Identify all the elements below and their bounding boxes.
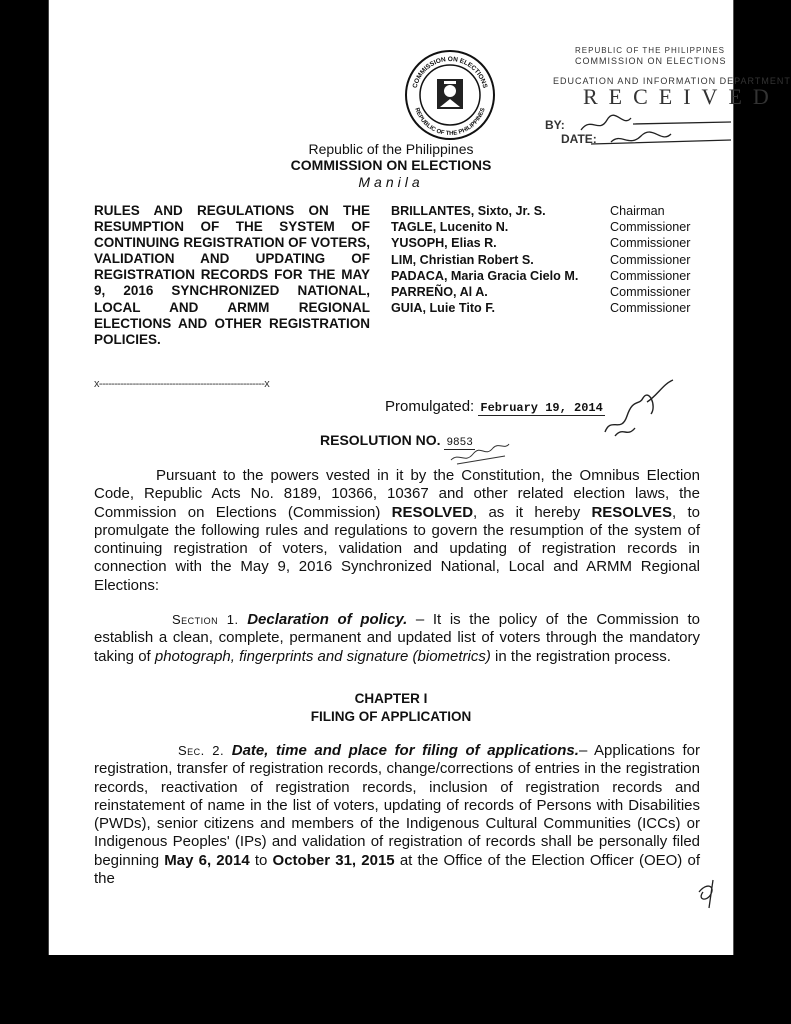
stamp-line-1: REPUBLIC OF THE PHILIPPINES [575,46,725,55]
section-2-text: at the Office of the Election Officer (OEO) of the [94,851,700,888]
resolved-keyword: RESOLVED [391,503,474,521]
preamble-text: , as it hereby [473,503,592,521]
commissioner-name: PADACA, Maria Gracia Cielo M. [391,268,579,283]
initials-signature-icon [597,376,677,446]
preamble-paragraph [94,467,700,595]
section-2-title: Date, time and place for filing of applications. [231,742,579,759]
stamp-line-2: COMMISSION ON ELECTIONS [575,56,727,66]
section-2-label: Sec. 2. [178,743,225,758]
handwritten-note-icon [445,434,515,468]
commissioner-name: YUSOPH, Elias R. [391,236,497,251]
promulgated-label: Promulgated: [385,398,475,415]
stamp-line-3: EDUCATION AND INFORMATION DEPARTMENT [553,76,791,86]
stamp-received: RECEIVED [583,84,780,109]
commissioner-role: Commissioner [610,236,691,251]
commissioner-row [391,252,711,268]
commissioner-row [391,268,711,284]
commissioner-row [391,219,711,235]
commissioners-list [391,203,711,316]
commissioner-role: Commissioner [610,220,691,235]
document-page [48,0,791,955]
commissioner-name: PARREÑO, Al A. [391,285,488,300]
commissioner-role: Commissioner [610,252,691,267]
section-1-paragraph [94,611,700,666]
received-stamp [501,36,791,154]
commissioner-name: LIM, Christian Robert S. [391,252,534,267]
commissioner-name: TAGLE, Lucenito N. [391,220,509,235]
commissioner-name: BRILLANTES, Sixto, Jr. S. [391,204,546,218]
seal-icon [404,49,496,141]
commissioner-role: Commissioner [610,285,691,300]
stamp-date-label: DATE: [561,132,597,146]
seal-text-bottom: REPUBLIC OF THE PHILIPPINES [413,107,487,138]
header-republic: Republic of the Philippines [308,141,474,157]
section-1-label: Section 1. [172,612,239,627]
commissioner-role: Commissioner [610,268,691,283]
commissioner-role: Chairman [610,204,665,218]
promulgated-date: February 19, 2014 [480,401,603,415]
start-date: May 6, 2014 [164,851,250,869]
preamble-text: Pursuant to the powers vested in it by the Constitution, the Omnibus Election Code, Republic Acts No. 8189, 10366, 10367 and other related election laws, the Commission on Elections (Commission) [94,467,700,521]
stamp-by-label: BY: [545,118,565,132]
promulgated-line [385,398,605,415]
header-city: Manila [358,174,424,190]
seal-text-top: COMMISSION ON ELECTIONS [411,55,489,89]
resolution-title: RULES AND REGULATIONS ON THE RESUMPTION OF THE SYSTEM OF CONTINUING REGISTRATION OF VOTERS, VALIDATION AND UPDATING OF REGISTRATION RECORDS FOR THE MAY 9, 2016 SYNCHRONIZED NATIONAL, LOCAL AND ARMM REGIONAL ELECTIONS AND OTHER REGISTRATION POLICIES. [94,203,370,347]
resolves-keyword: RESOLVES [591,503,673,521]
separator-line: x------------------------------------------------------x [94,378,270,390]
preamble-text: , to promulgate the following rules and regulations to govern the resumption of the system of continuing registration of voters, validation and updating of registration records in connection with the May 9, 2016 Synchronized National, Local and ARMM Regional Elections: [94,503,700,594]
commissioner-name: GUIA, Luie Tito F. [391,301,496,316]
section-1-text: in the registration process. [490,647,671,665]
section-2-text: – Applications for registration, transfer of registration records, change/corrections of entries in the registration records, reactivation of registration records, inclusion of registration records and reinstatement of name in the list of voters, updating of records of Persons with Disabilities (PWDs), senior citizens and members of the Indigenous Cultural Communities (ICCs) or Indigenous Peoples' (IPs) and validation of registration of records shall be personally filed beginning [94,742,700,869]
resolution-label: RESOLUTION NO. [320,432,441,448]
section-1-title: Declaration of policy. [247,611,408,628]
chapter-heading: CHAPTER I [354,691,428,706]
commissioner-row [391,235,711,251]
section-1-text: – It is the policy of the Commission to establish a clean, complete, permanent and updated list of voters through the mandatory taking of [94,611,700,665]
section-2-paragraph [94,742,700,888]
resolution-number: 9853 [446,437,473,449]
end-date: October 31, 2015 [272,851,395,869]
commissioner-role: Commissioner [610,301,691,316]
header-commission: COMMISSION ON ELECTIONS [290,157,492,173]
commissioner-row [391,284,711,300]
chapter-title: FILING OF APPLICATION [310,709,472,724]
commissioner-row [391,300,711,316]
section-2-text: to [249,851,273,869]
page-initials-icon [689,872,729,912]
section-1-biometrics: photograph, fingerprints and signature (biometrics) [154,647,491,665]
comelec-seal [404,49,496,141]
commissioner-row [391,203,711,219]
